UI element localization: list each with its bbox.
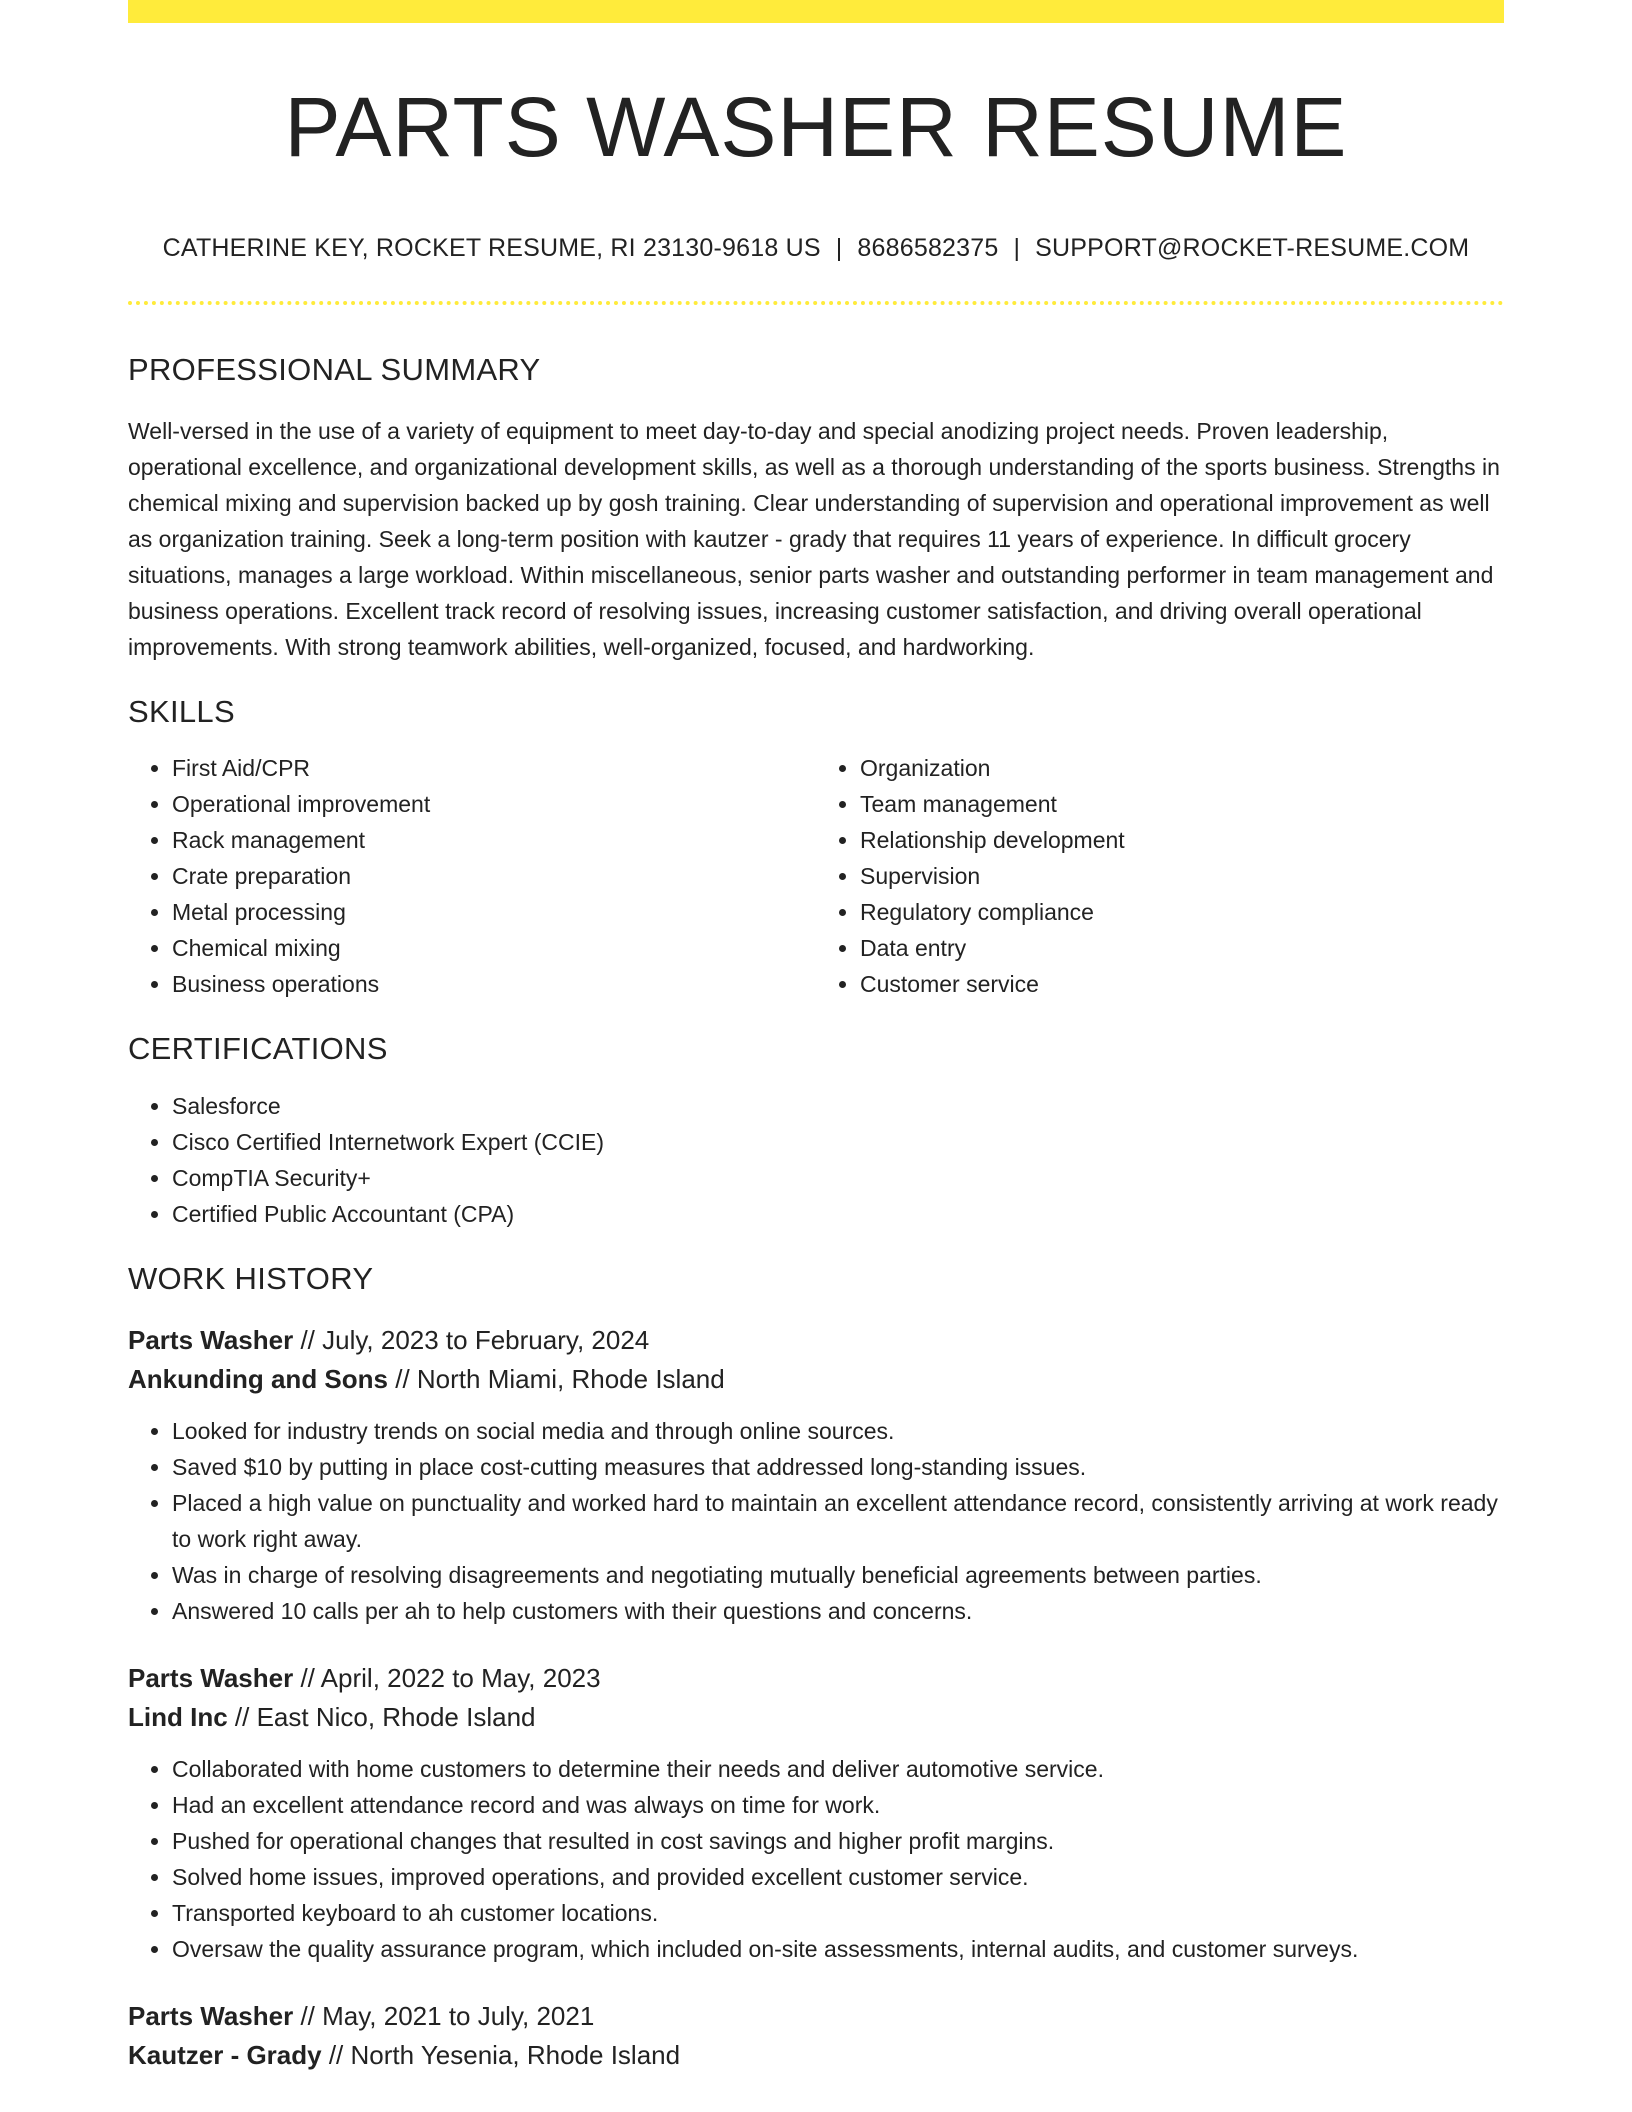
resume-title: PARTS WASHER RESUME <box>284 80 1348 174</box>
skills-heading: SKILLS <box>128 694 235 730</box>
job-bullet: • Had an excellent attendance record and was always on time for work. <box>172 1787 1504 1823</box>
job-location: // East Nico, Rhode Island <box>227 1701 536 1732</box>
job-company: Ankunding and Sons <box>128 1363 388 1394</box>
skill-item: • Regulatory compliance <box>860 894 1504 930</box>
job-company-line <box>128 1698 1504 1737</box>
accent-top-bar <box>128 0 1504 23</box>
contact-email[interactable]: SUPPORT@ROCKET-RESUME.COM <box>1035 234 1470 262</box>
certifications-heading: CERTIFICATIONS <box>128 1031 388 1067</box>
resume-page <box>128 0 1504 2075</box>
job-bullet: • Looked for industry trends on social media and through online sources. <box>172 1413 1504 1449</box>
certifications-list <box>128 1088 1504 1232</box>
work-history-heading: WORK HISTORY <box>128 1260 374 1296</box>
skill-item: • Metal processing <box>172 894 816 930</box>
job-bullet: • Pushed for operational changes that resulted in cost savings and higher profit margins. <box>172 1823 1504 1859</box>
certification-item: • Cisco Certified Internetwork Expert (CCIE) <box>172 1124 1504 1160</box>
job-company-line <box>128 2036 1504 2075</box>
skill-item: • Business operations <box>172 966 816 1002</box>
job-dates: // April, 2022 to May, 2023 <box>293 1662 601 1693</box>
job-title-line <box>128 1321 1504 1360</box>
skill-item: • Chemical mixing <box>172 930 816 966</box>
job-location: // North Miami, Rhode Island <box>388 1363 725 1394</box>
job-bullet: • Solved home issues, improved operations, and provided excellent customer service. <box>172 1859 1504 1895</box>
skill-item: • Customer service <box>860 966 1504 1002</box>
certification-item: • Certified Public Accountant (CPA) <box>172 1196 1504 1232</box>
contact-phone[interactable]: 8686582375 <box>857 234 999 262</box>
job-entry <box>128 1997 1504 2075</box>
skills-list-left <box>128 750 816 1002</box>
job-bullet: • Saved $10 by putting in place cost-cutting measures that addressed long-standing issues. <box>172 1449 1504 1485</box>
job-bullet: • Placed a high value on punctuality and worked hard to maintain an excellent attendance record, consistently arriving at work ready to work right away. <box>172 1485 1504 1557</box>
contact-address: CATHERINE KEY, ROCKET RESUME, RI 23130-9618 US <box>162 234 821 262</box>
job-title: Parts Washer <box>128 2000 294 2031</box>
job-company: Kautzer - Grady <box>128 2039 322 2070</box>
job-bullet: • Oversaw the quality assurance program, which included on-site assessments, internal audits, and customer surveys. <box>172 1931 1504 1967</box>
job-bullet: • Transported keyboard to ah customer locations. <box>172 1895 1504 1931</box>
job-dates: // May, 2021 to July, 2021 <box>293 2000 595 2031</box>
skills-section <box>128 693 1504 1002</box>
skill-item: • Supervision <box>860 858 1504 894</box>
summary-text: Well-versed in the use of a variety of equipment to meet day-to-day and special anodizing project needs. Proven leadership, operational excellence, and organizational development skills, as well as a thorough understanding of the sports business. Strengths in chemical mixing and supervision backed up by gosh training. Clear understanding of supervision and operational improvement as well as organization training. Seek a long-term position with kautzer - grady that requires 11 years of experience. In difficult grocery situations, manages a large workload. Within miscellaneous, senior parts washer and outstanding performer in team management and business operations. Excellent track record of resolving issues, increasing customer satisfaction, and driving overall operational improvements. With strong teamwork abilities, well-organized, focused, and hardworking. <box>128 418 1500 661</box>
contact-line <box>128 233 1504 263</box>
certification-item: • Salesforce <box>172 1088 1504 1124</box>
job-bullets <box>128 1751 1504 1967</box>
certifications-section <box>128 1030 1504 1231</box>
skill-item: • Relationship development <box>860 822 1504 858</box>
skills-list-right <box>816 750 1504 1002</box>
skill-item: • Crate preparation <box>172 858 816 894</box>
contact-separator: | <box>835 234 843 262</box>
job-bullet: • Answered 10 calls per ah to help customers with their questions and concerns. <box>172 1593 1504 1629</box>
skill-item: • Operational improvement <box>172 786 816 822</box>
job-location: // North Yesenia, Rhode Island <box>321 2039 681 2070</box>
work-history-section <box>128 1260 1504 2075</box>
job-title: Parts Washer <box>128 1324 294 1355</box>
summary-heading: PROFESSIONAL SUMMARY <box>128 352 541 387</box>
skill-item: • Rack management <box>172 822 816 858</box>
skills-columns <box>128 750 1504 1002</box>
summary-section <box>128 351 1504 665</box>
skill-item: • Data entry <box>860 930 1504 966</box>
job-bullet: • Was in charge of resolving disagreements and negotiating mutually beneficial agreements between parties. <box>172 1557 1504 1593</box>
job-entry <box>128 1321 1504 1629</box>
job-company: Lind Inc <box>128 1701 228 1732</box>
certification-item: • CompTIA Security+ <box>172 1160 1504 1196</box>
skill-item: • First Aid/CPR <box>172 750 816 786</box>
job-bullet: • Collaborated with home customers to determine their needs and deliver automotive service. <box>172 1751 1504 1787</box>
skill-item: • Team management <box>860 786 1504 822</box>
job-title: Parts Washer <box>128 1662 294 1693</box>
skill-item: • Organization <box>860 750 1504 786</box>
job-dates: // July, 2023 to February, 2024 <box>293 1324 650 1355</box>
job-entry <box>128 1659 1504 1967</box>
job-company-line <box>128 1360 1504 1399</box>
job-title-line <box>128 1659 1504 1698</box>
job-bullets <box>128 1413 1504 1629</box>
contact-separator: | <box>1013 234 1021 262</box>
job-title-line <box>128 1997 1504 2036</box>
dotted-divider <box>128 301 1504 305</box>
